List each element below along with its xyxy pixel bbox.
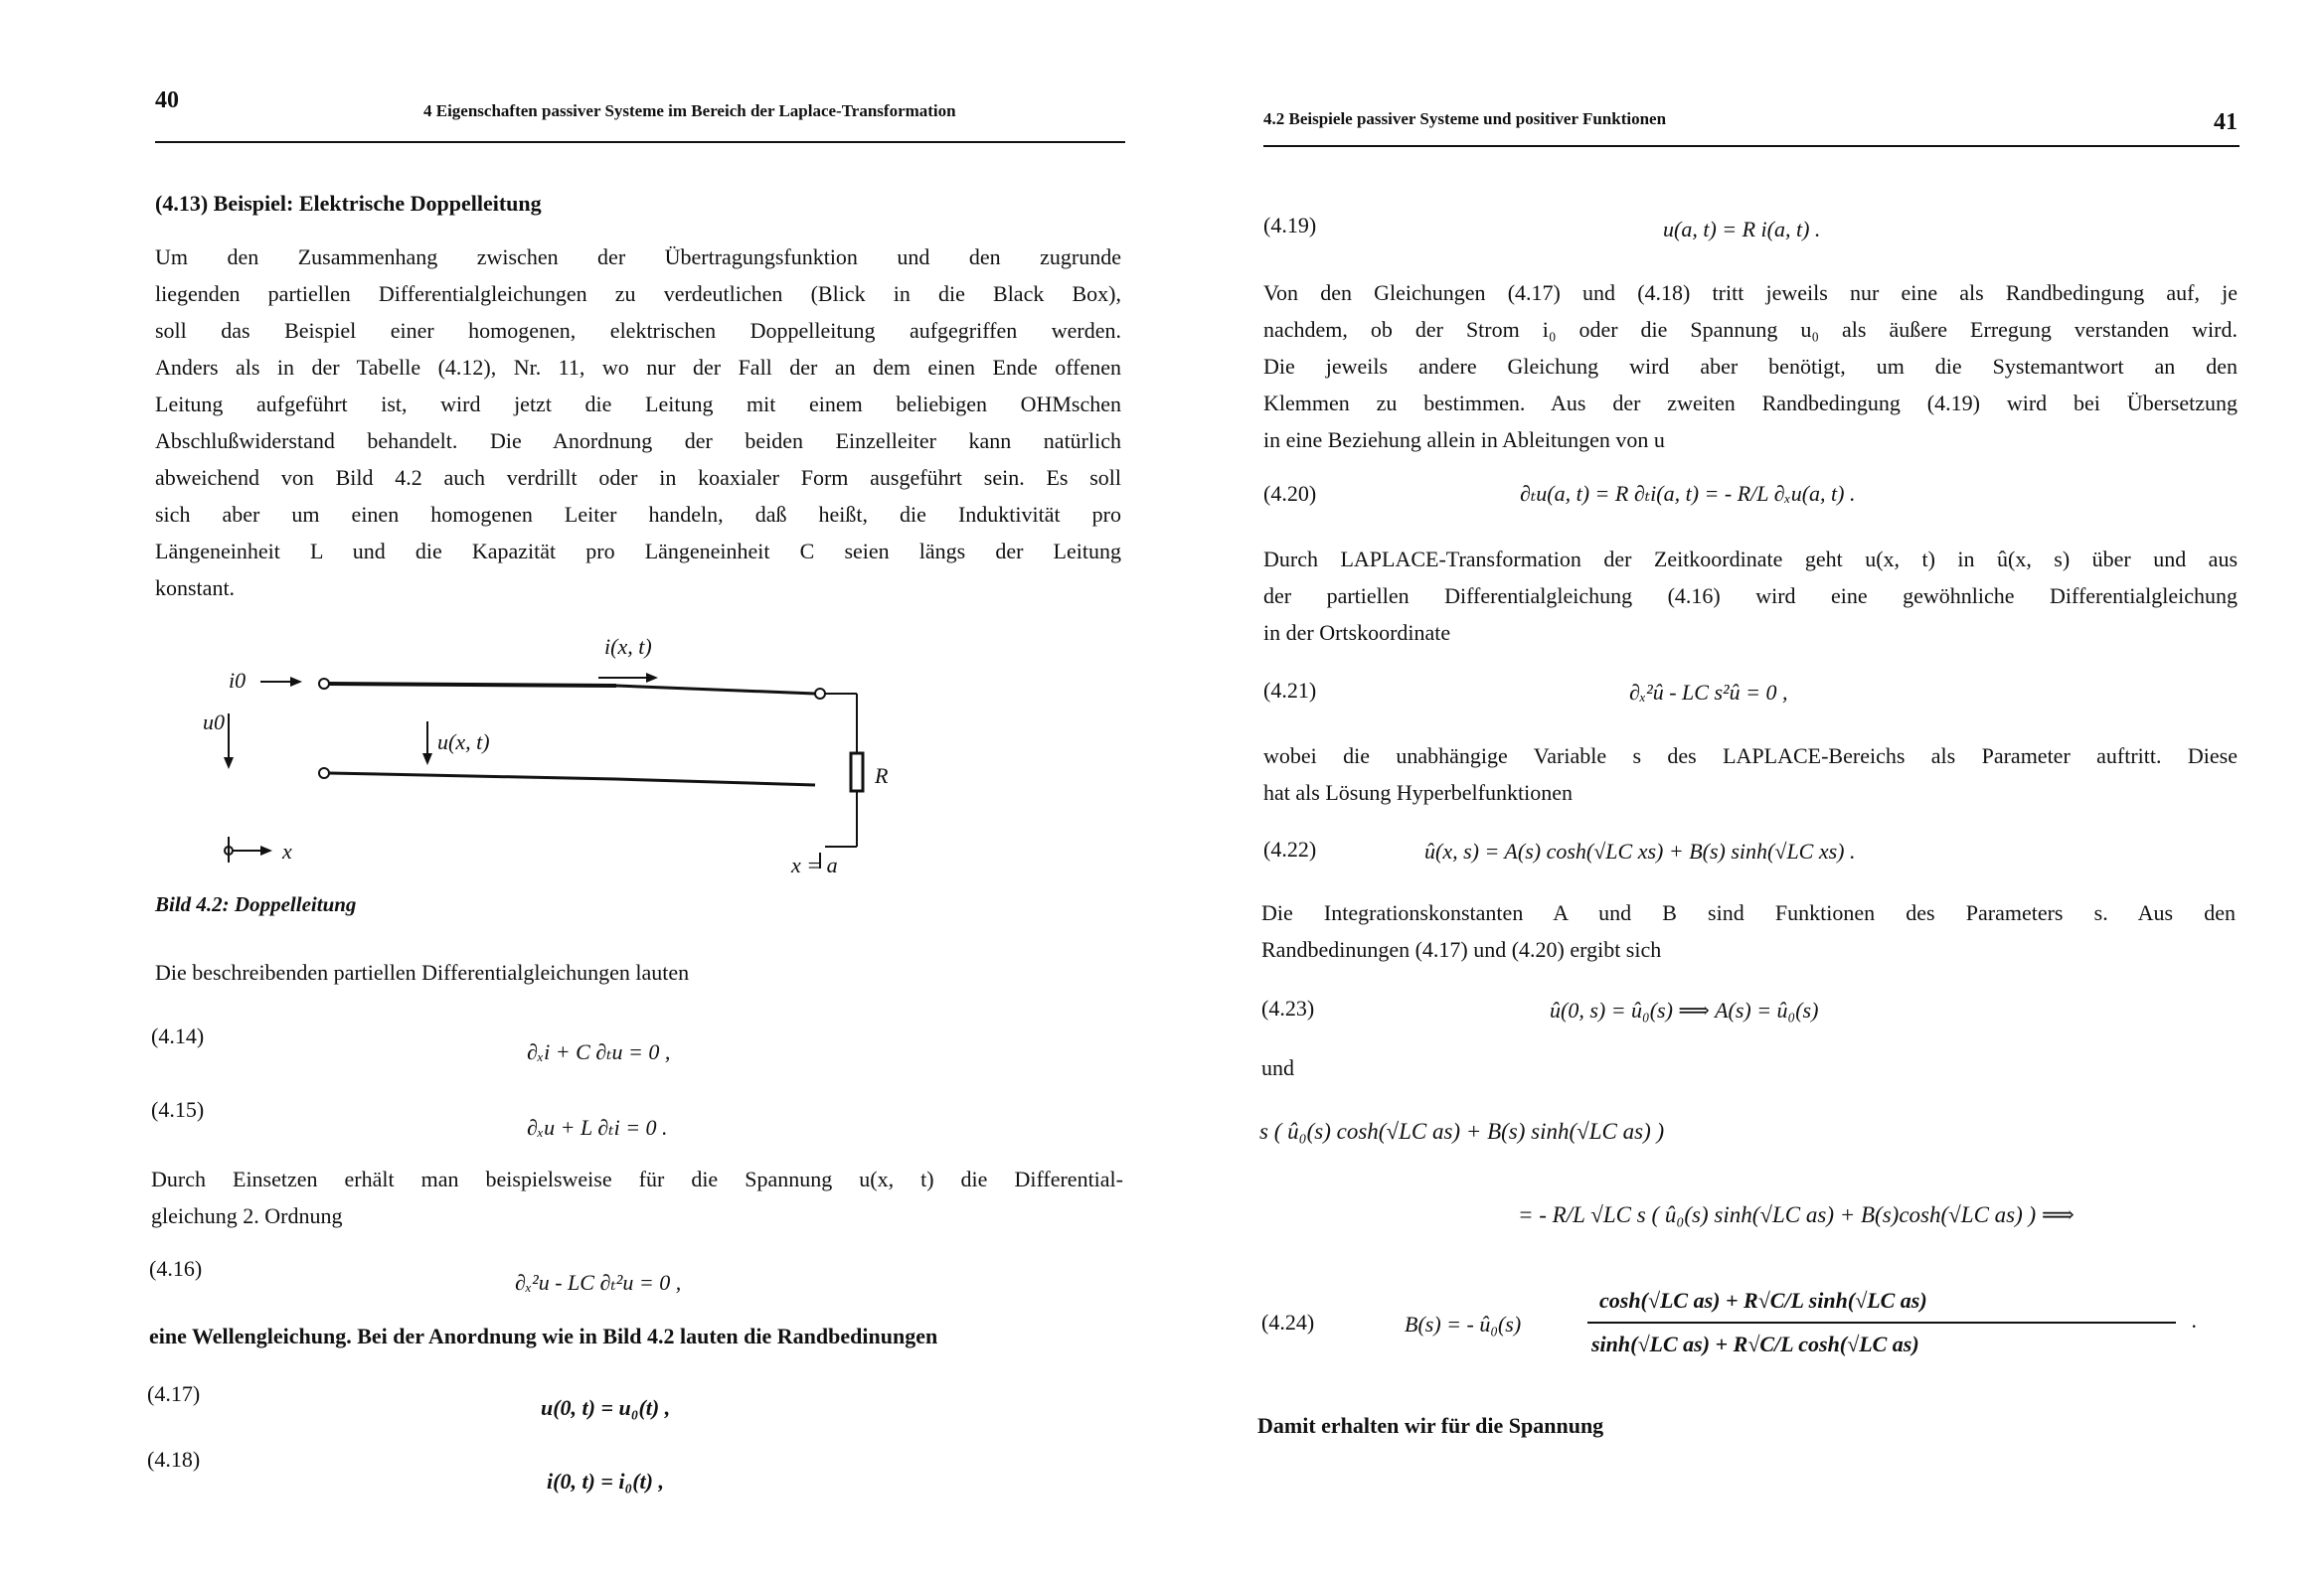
eq-long-1: s ( û₀(s) cosh(√LC as) + B(s) sinh(√LC as) ) [1259, 1119, 1665, 1144]
eq-4-16: ∂ₓ²u - LC ∂ₜ²u = 0 , [515, 1270, 682, 1295]
header-rule-left [155, 141, 1125, 143]
intro-line: sich aber um einen homogenen Leiter handeln, daß heißt, die Induktivität pro [155, 502, 1121, 527]
intro-line: Längeneinheit L und die Kapazität pro Längeneinheit C seien längs der Leitung [155, 539, 1121, 563]
eq-4-14: ∂ₓi + C ∂ₜu = 0 , [527, 1039, 671, 1064]
wave-equation-line: eine Wellengleichung. Bei der Anordnung wie in Bild 4.2 lauten die Randbedinungen [149, 1324, 938, 1348]
intro-line: Abschlußwiderstand behandelt. Die Anordnung der beiden Einzelleiter kann natürlich [155, 428, 1121, 453]
eq-4-24-numerator: cosh(√LC as) + R√C/L sinh(√LC as) [1599, 1288, 1927, 1313]
x-axis-label: x [282, 839, 292, 864]
pde-intro: Die beschreibenden partiellen Differentialgleichungen lauten [155, 960, 690, 985]
running-head-left: 4 Eigenschaften passiver Systeme im Bereich der Laplace-Transformation [423, 101, 956, 120]
eq-4-24-lhs: B(s) = - û₀(s) [1405, 1312, 1522, 1337]
eq-4-21: ∂ₓ²û - LC s²û = 0 , [1629, 680, 1788, 705]
paragraph-1-line: in eine Beziehung allein in Ableitungen von u [1263, 427, 1665, 452]
figure-overlay [199, 626, 1054, 884]
line-voltage-label: u(x, t) [437, 729, 490, 754]
figure-caption: Bild 4.2: Doppelleitung [155, 892, 357, 916]
page-number-right: 41 [2214, 109, 2238, 135]
eq-4-24-tail: . [2192, 1308, 2198, 1333]
eq-4-22-number: (4.22) [1263, 837, 1317, 862]
intro-paragraph [155, 238, 1121, 606]
intro-line: konstant. [155, 575, 236, 600]
source-current-label: i0 [229, 668, 247, 693]
paragraph-2-line: Durch LAPLACE-Transformation der Zeitkoordinate geht u(x, t) in û(x, s) über und aus [1263, 547, 2238, 571]
eq-4-24-denominator: sinh(√LC as) + R√C/L cosh(√LC as) [1591, 1332, 1919, 1356]
fraction-bar [1587, 1322, 2176, 1324]
eq-4-20: ∂ₜu(a, t) = R ∂ₜi(a, t) = - R/L ∂ₓu(a, t) . [1520, 481, 1856, 506]
paragraph-2-line: der partiellen Differentialgleichung (4.16) wird eine gewöhnliche Differentialgleichung [1263, 583, 2238, 608]
subst-line: gleichung 2. Ordnung [151, 1203, 343, 1228]
und-text: und [1261, 1055, 1294, 1080]
header-rule-right [1263, 145, 2240, 147]
paragraph-1 [1263, 274, 2238, 458]
eq-4-15-number: (4.15) [151, 1097, 205, 1122]
intro-line: Leitung aufgeführt ist, wird jetzt die Leitung mit einem beliebigen OHMschen [155, 392, 1121, 416]
paragraph-1-line: Von den Gleichungen (4.17) und (4.18) tritt jeweils nur eine als Randbedingung auf, je [1263, 280, 2238, 305]
eq-4-14-number: (4.14) [151, 1024, 205, 1048]
paragraph-1-line: Klemmen zu bestimmen. Aus der zweiten Randbedingung (4.19) wird bei Übersetzung [1263, 391, 2238, 415]
resistor-label: R [875, 763, 889, 788]
eq-4-18-number: (4.18) [147, 1447, 201, 1472]
section-heading: (4.13) Beispiel: Elektrische Doppelleitung [155, 191, 542, 216]
paragraph-2 [1263, 541, 2238, 651]
source-voltage-label: u0 [203, 710, 225, 734]
eq-4-21-number: (4.21) [1263, 678, 1317, 703]
running-head-right: 4.2 Beispiele passiver Systeme und positiver Funktionen [1263, 109, 1667, 128]
subst-paragraph [151, 1161, 1123, 1234]
figure-current-label: i(x, t) [604, 634, 652, 659]
paragraph-4-line: Randbedinungen (4.17) und (4.20) ergibt sich [1261, 937, 1662, 962]
paragraph-1-line: Die jeweils andere Gleichung wird aber benötigt, um die Systemantwort an den [1263, 354, 2238, 379]
paragraph-4-line: Die Integrationskonstanten A und B sind Funktionen des Parameters s. Aus den [1261, 900, 2236, 925]
subst-line: Durch Einsetzen erhält man beispielsweise für die Spannung u(x, t) die Differential- [151, 1167, 1123, 1191]
eq-4-23-number: (4.23) [1261, 996, 1315, 1021]
intro-line: liegenden partiellen Differentialgleichungen zu verdeutlichen (Blick in die Black Box), [155, 281, 1121, 306]
paragraph-3-line: wobei die unabhängige Variable s des LAPLACE-Bereichs als Parameter auftritt. Diese [1263, 743, 2238, 768]
eq-4-23: û(0, s) = û₀(s) ⟹ A(s) = û₀(s) [1550, 998, 1819, 1023]
eq-4-17: u(0, t) = u₀(t) , [541, 1395, 671, 1420]
eq-4-19-number: (4.19) [1263, 213, 1317, 237]
page-number-left: 40 [155, 87, 179, 113]
eq-4-15: ∂ₓu + L ∂ₜi = 0 . [527, 1115, 668, 1140]
eq-4-20-number: (4.20) [1263, 481, 1317, 506]
eq-4-16-number: (4.16) [149, 1256, 203, 1281]
paragraph-4 [1261, 894, 2236, 968]
paragraph-2-line: in der Ortskoordinate [1263, 620, 1451, 645]
paragraph-1-line: nachdem, ob der Strom i₀ oder die Spannung u₀ als äußere Erregung verstanden wird. [1263, 317, 2238, 342]
eq-4-19: u(a, t) = R i(a, t) . [1663, 217, 1821, 241]
intro-line: Um den Zusammenhang zwischen der Übertragungsfunktion und den zugrunde [155, 244, 1121, 269]
intro-line: Anders als in der Tabelle (4.12), Nr. 11, wo nur der Fall der an dem einen Ende offenen [155, 355, 1121, 380]
eq-4-17-number: (4.17) [147, 1381, 201, 1406]
closing-sentence: Damit erhalten wir für die Spannung [1257, 1413, 1604, 1438]
intro-line: soll das Beispiel einer homogenen, elektrischen Doppelleitung aufgegriffen werden. [155, 318, 1121, 343]
eq-4-22: û(x, s) = A(s) cosh(√LC xs) + B(s) sinh(√LC xs) . [1424, 839, 1856, 864]
paragraph-3-line: hat als Lösung Hyperbelfunktionen [1263, 780, 1573, 805]
eq-4-24-number: (4.24) [1261, 1310, 1315, 1335]
paragraph-3 [1263, 737, 2238, 811]
end-position-label: x = a [791, 853, 838, 877]
right-page [1162, 0, 2324, 1577]
eq-long-2: = - R/L √LC s ( û₀(s) sinh(√LC as) + B(s)cosh(√LC as) ) ⟹ [1518, 1202, 2075, 1227]
intro-line: abweichend von Bild 4.2 auch verdrillt oder in koaxialer Form ausgeführt sein. Es soll [155, 465, 1121, 490]
eq-4-18: i(0, t) = i₀(t) , [547, 1469, 664, 1494]
